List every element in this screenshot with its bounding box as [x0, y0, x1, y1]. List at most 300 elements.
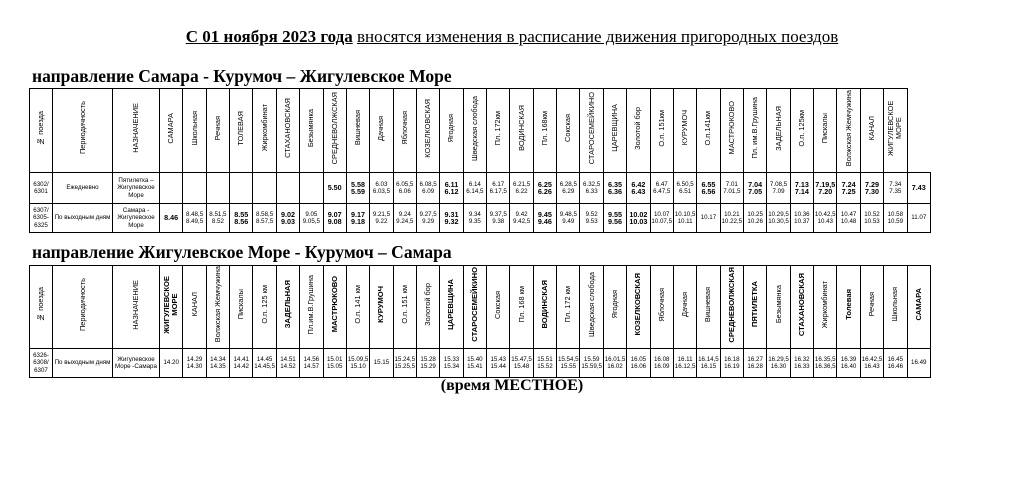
station-name: КОЗЕЛКОВСКАЯ [423, 98, 433, 158]
time-cell [300, 173, 323, 204]
station-header [720, 266, 743, 349]
station-header [814, 266, 837, 349]
time-cell [697, 204, 720, 233]
station-name: Школьная [189, 110, 199, 146]
station-header [300, 89, 323, 173]
time-value: 15.33 15.34 [443, 355, 460, 370]
time-cell [510, 349, 533, 378]
header-label: № поезда [36, 287, 45, 322]
time-cell [790, 204, 813, 233]
station-header [697, 266, 720, 349]
station-name: ЖИГУЛЕВСКОЕ МОРЕ [162, 275, 180, 334]
destination: Пятилетка – Жигулевское Море [113, 173, 160, 204]
time-value: 16.35,5 16.36,5 [814, 355, 836, 370]
time-cell [790, 349, 813, 378]
time-value: 7.29 7.30 [864, 179, 879, 196]
time-cell [767, 173, 790, 204]
station-name: КАНАЛ [189, 292, 199, 317]
station-name: ЦАРЕВЩИНА [446, 279, 456, 330]
time-cell [603, 204, 626, 233]
station-header [533, 266, 556, 349]
time-cell [790, 173, 813, 204]
station-name: Золотой бор [633, 106, 643, 150]
station-name: Сокская [563, 114, 573, 142]
time-value: 14.51 14.52 [280, 355, 296, 370]
time-value: 15.54,5 15.55 [557, 355, 579, 370]
time-cell [533, 349, 556, 378]
time-cell [276, 349, 299, 378]
time-cell [743, 204, 766, 233]
time-value: 9.37,5 9.38 [489, 210, 507, 225]
time-value: 9.05 9.05,5 [302, 210, 320, 225]
time-value: 9.27,5 9.29 [419, 210, 437, 225]
time-cell [183, 349, 206, 378]
time-cell [884, 173, 907, 204]
time-cell [627, 204, 650, 233]
time-cell [346, 173, 369, 204]
station-name: ЦАРЕВЩИНА [610, 104, 619, 152]
time-cell [393, 204, 416, 233]
station-header [557, 266, 580, 349]
station-name: СТАХАНОВСКАЯ [282, 98, 292, 158]
station-name: КУРУМОЧ [680, 110, 690, 146]
time-cell [767, 349, 790, 378]
time-cell [580, 204, 603, 233]
time-value: 14.41 14.42 [233, 355, 249, 370]
time-value: 15.47,5 15.48 [511, 355, 532, 370]
station-header [907, 266, 931, 349]
station-header [884, 266, 907, 349]
time-cell [370, 204, 393, 233]
train-row [30, 204, 931, 233]
station-name: СТАРОСЕМЕЙКИНО [586, 91, 596, 165]
station-name: Пл. им.В.Грушина [750, 97, 760, 159]
time-value: 9.24 9.24,5 [396, 210, 414, 225]
station-header [487, 89, 510, 173]
station-name: ВОДИНСКАЯ [516, 105, 526, 151]
time-value: 6.17 6.17,5 [489, 180, 507, 195]
time-cell [160, 173, 183, 204]
time-cell [463, 173, 486, 204]
time-value: 7.43 [911, 183, 926, 193]
time-cell [487, 173, 510, 204]
station-header [743, 89, 766, 173]
station-header [837, 89, 860, 173]
time-value: 16.05 16.06 [630, 355, 647, 370]
time-cell [276, 204, 299, 233]
station-header [416, 266, 439, 349]
station-header [253, 266, 276, 349]
time-cell [370, 349, 393, 378]
station-header [230, 89, 253, 173]
station-name: Золотой бор [423, 283, 433, 326]
time-value: 10.25 10.26 [747, 210, 763, 225]
time-value: 10.02 10.03 [629, 209, 648, 226]
time-cell [416, 204, 439, 233]
time-cell [253, 173, 276, 204]
time-value: 14.20 [163, 359, 179, 367]
time-cell [300, 349, 323, 378]
station-header [370, 266, 393, 349]
station-name: Шведская слобода [586, 272, 596, 337]
station-name: Безымянка [773, 285, 783, 324]
station-name: Вишневая [353, 110, 363, 146]
station-header [790, 89, 813, 173]
title-rest: вносятся изменения в расписание движения пригородных поездов [357, 27, 839, 46]
station-header [860, 266, 883, 349]
time-value: 6.35 6.36 [608, 179, 622, 196]
time-value: 6.08,5 6.09 [419, 180, 437, 195]
time-value: 14.34 14.35 [210, 355, 226, 370]
header-cell [30, 266, 53, 349]
station-header [673, 266, 696, 349]
time-value: 16.11 16.12,5 [674, 355, 696, 370]
header-cell [30, 89, 53, 173]
station-header [767, 89, 790, 173]
station-header [743, 266, 766, 349]
time-value: 15.51 15.52 [537, 355, 553, 370]
station-header [300, 266, 323, 349]
time-note: (время МЕСТНОЕ) [440, 377, 584, 394]
time-value: 7.34 7.35 [889, 180, 902, 195]
station-header [230, 266, 253, 349]
time-value: 16.32 16.33 [794, 355, 810, 370]
station-name: Яблочная [656, 287, 666, 322]
time-value: 9.48,5 9.49 [559, 210, 577, 225]
periodicity: Ежедневно [53, 173, 113, 204]
time-cell [673, 204, 696, 233]
train-number: 6326- 6308/ 6307 [30, 349, 53, 378]
time-value: 6.05,5 6.06 [396, 180, 414, 195]
time-cell [697, 173, 720, 204]
time-value: 10.29,5 10.30,5 [768, 210, 789, 225]
station-header [206, 89, 229, 173]
time-value: 7.04 7.05 [748, 179, 763, 196]
time-value: 16.18 16.19 [724, 355, 740, 370]
station-name: Шведская слобода [469, 95, 479, 161]
time-value: 15.40 15.41 [467, 355, 483, 370]
station-name: МАСТРЮКОВО [726, 101, 736, 155]
station-name: Яблочная [399, 111, 409, 145]
time-value: 9.31 9.32 [444, 209, 459, 226]
station-header [323, 89, 346, 173]
time-cell [253, 204, 276, 233]
time-value: 10.58 10.59 [887, 210, 904, 225]
station-header [393, 89, 416, 173]
station-header [393, 266, 416, 349]
station-header [557, 89, 580, 173]
time-value: 6.50,5 6.51 [676, 180, 694, 195]
time-value: 8.48,5 8.49,5 [185, 210, 204, 225]
time-cell [650, 204, 673, 233]
time-cell [230, 349, 253, 378]
time-value: 11.07 [911, 214, 927, 222]
station-name: Безымянка [306, 108, 316, 148]
time-cell [160, 349, 183, 378]
time-cell [650, 173, 673, 204]
station-name: Ягодная [446, 113, 456, 143]
time-cell [814, 173, 837, 204]
station-header [276, 89, 299, 173]
time-value: 6.47 6.47,5 [653, 180, 671, 195]
header-cell [53, 89, 113, 173]
station-name: О.п. 125км [796, 109, 806, 147]
station-name: Пл.им.В.Грушина [306, 274, 316, 335]
header-row [30, 266, 931, 349]
station-name: САМАРА [166, 112, 176, 144]
direction-heading-2: направление Жигулевское Море - Курумоч – Самара [32, 242, 452, 262]
station-header [323, 266, 346, 349]
time-cell [580, 349, 603, 378]
time-cell [393, 349, 416, 378]
time-cell [230, 173, 253, 204]
time-cell [907, 349, 931, 378]
time-cell [837, 173, 860, 204]
time-value: 6.32,5 6.33 [583, 180, 601, 195]
time-cell [814, 349, 837, 378]
time-cell [743, 173, 766, 204]
time-value: 14.56 14.57 [303, 355, 320, 370]
time-cell [720, 204, 743, 233]
station-name: ЗАДЕЛЬНАЯ [282, 280, 292, 329]
time-value: 5.58 5.59 [351, 179, 366, 196]
time-value: 9.52 9.53 [585, 210, 598, 225]
time-cell [697, 349, 720, 378]
station-header [533, 89, 556, 173]
destination: Жигулевское Море -Самара [113, 349, 160, 378]
time-cell [183, 204, 206, 233]
time-value: 6.03 6.03,5 [372, 180, 391, 195]
station-header [346, 266, 369, 349]
station-name: Школьная [890, 287, 900, 322]
time-value: 9.55 9.56 [608, 209, 622, 226]
time-cell [346, 349, 369, 378]
time-value: 7.19,5 7.20 [815, 179, 836, 196]
time-value: 10.17 [700, 214, 717, 222]
station-name: Дачная [376, 115, 386, 141]
time-value: 15.28 15.29 [420, 355, 436, 370]
station-name: Жиркомбинат [259, 104, 269, 152]
time-value: 8.58,5 8.57,5 [256, 210, 274, 225]
station-name: Пискалы [236, 289, 246, 320]
time-cell [580, 173, 603, 204]
train-row [30, 349, 931, 378]
time-value: 7.24 7.25 [841, 179, 856, 196]
station-name: ПЯТИЛЕТКА [750, 281, 760, 328]
time-cell [346, 204, 369, 233]
time-cell [416, 173, 439, 204]
station-name: О.п.141км [703, 110, 713, 146]
time-cell [557, 204, 580, 233]
station-name: СРЕДНЕВОЛЖСКАЯ [726, 266, 736, 343]
time-cell [440, 173, 463, 204]
time-cell [323, 204, 346, 233]
schedule-table-forward [29, 88, 931, 233]
station-name: Волжская Жемчужина [212, 266, 222, 343]
station-name: ТОЛЕВАЯ [236, 110, 246, 146]
header-label: НАЗНАЧЕНИЕ [131, 279, 140, 330]
direction-heading-1: направление Самара - Курумоч – Жигулевское Море [32, 66, 452, 86]
time-value: 16.14,5 16.15 [698, 355, 719, 370]
title-bold: С 01 ноября 2023 года [185, 27, 353, 46]
time-cell [860, 204, 883, 233]
station-name: Дачная [680, 292, 690, 317]
time-value: 14.45 14.45,5 [254, 355, 275, 370]
page-title [0, 27, 1024, 47]
header-cell [113, 89, 160, 173]
time-cell [323, 349, 346, 378]
time-cell [767, 204, 790, 233]
time-cell [627, 173, 650, 204]
station-name: О.п. 125 км [259, 285, 269, 324]
time-value: 7.13 7.14 [794, 179, 809, 196]
time-value: 8.55 8.56 [234, 209, 249, 226]
station-name: ЖИГУЛЕВСКОЕ МОРЕ [886, 100, 904, 156]
station-header [463, 89, 486, 173]
time-cell [300, 204, 323, 233]
station-name: ВОДИНСКАЯ [539, 280, 549, 329]
time-value: 16.45 16.46 [887, 355, 904, 370]
station-name: Речная [212, 115, 222, 141]
header-row [30, 89, 931, 173]
station-header [206, 266, 229, 349]
time-cell [230, 204, 253, 233]
station-header [416, 89, 439, 173]
time-value: 6.14 6.14,5 [466, 180, 484, 195]
time-value: 16.01,5 16.02 [604, 355, 626, 370]
station-header [673, 89, 696, 173]
time-cell [837, 349, 860, 378]
station-name: Пл. 172 км [563, 286, 573, 323]
station-header [720, 89, 743, 173]
periodicity: По выходным дням [53, 349, 113, 378]
time-value: 10.10,5 10.11 [674, 210, 696, 225]
time-value: 9.07 9.08 [327, 209, 342, 226]
station-header [510, 89, 533, 173]
time-cell [323, 173, 346, 204]
time-cell [533, 173, 556, 204]
station-name: О.п. 151км [656, 109, 666, 147]
time-cell [557, 349, 580, 378]
time-cell [416, 349, 439, 378]
time-cell [860, 173, 883, 204]
station-header [253, 89, 276, 173]
station-header [183, 266, 206, 349]
time-cell [720, 349, 743, 378]
time-cell [907, 173, 931, 204]
periodicity: По выходным дням [53, 204, 113, 233]
time-cell [884, 204, 907, 233]
header-cell [113, 266, 160, 349]
station-name: СТАХАНОВСКАЯ [796, 272, 806, 337]
station-header [814, 89, 837, 173]
destination: Самара - Жигулевское Море [113, 204, 160, 233]
time-value: 6.25 6.26 [537, 179, 552, 196]
station-name: Вишневая [703, 286, 713, 323]
station-header [603, 266, 626, 349]
time-value: 14.29 14.30 [186, 355, 203, 370]
time-cell [440, 204, 463, 233]
header-label: НАЗНАЧЕНИЕ [131, 103, 140, 153]
time-value: 6.28,5 6.29 [559, 180, 577, 195]
time-cell [206, 173, 229, 204]
station-name: Пл. 172км [493, 110, 503, 146]
time-cell [487, 204, 510, 233]
station-header [487, 266, 510, 349]
time-cell [206, 204, 229, 233]
train-number: 6302/ 6301 [30, 173, 53, 204]
station-header [627, 266, 650, 349]
station-name: Пл. 168 км [516, 286, 526, 323]
time-cell [907, 204, 931, 233]
time-cell [627, 349, 650, 378]
station-header [837, 266, 860, 349]
time-value: 15.24,5 15.25,5 [394, 355, 416, 370]
time-cell [673, 349, 696, 378]
time-value: 7.08,5 7.09 [769, 180, 788, 195]
station-header [510, 266, 533, 349]
time-value: 9.02 9.03 [280, 209, 295, 226]
time-value: 16.29,5 16.30 [768, 355, 789, 370]
time-value: 9.34 9.35 [468, 210, 481, 225]
train-number: 6307/ 6305- 6325 [30, 204, 53, 233]
time-cell [160, 204, 183, 233]
time-cell [650, 349, 673, 378]
header-label: Периодичность [77, 277, 87, 332]
schedule-table-return [29, 265, 931, 378]
station-name: МАСТРЮКОВО [329, 276, 339, 333]
time-cell [837, 204, 860, 233]
station-header [790, 266, 813, 349]
station-name: Толевая [843, 289, 853, 320]
station-header [860, 89, 883, 173]
time-cell [463, 349, 486, 378]
time-value: 8.51,5 8.52 [209, 210, 227, 225]
time-value: 9.17 9.18 [351, 209, 366, 226]
time-value: 15.43 15.44 [490, 355, 506, 370]
time-value: 10.36 10.37 [794, 210, 810, 225]
header-label: Периодичность [77, 101, 87, 155]
station-header [767, 266, 790, 349]
time-value: 10.52 10.53 [864, 210, 880, 225]
station-header [650, 266, 673, 349]
station-name: Ягодная [610, 290, 619, 319]
time-value: 10.42,5 10.43 [814, 210, 836, 225]
station-header [160, 266, 183, 349]
station-header [276, 266, 299, 349]
time-cell [253, 349, 276, 378]
station-header [160, 89, 183, 173]
time-value: 6.11 6.12 [444, 179, 459, 196]
station-header [440, 266, 463, 349]
station-name: Пл. 168км [539, 110, 549, 146]
time-value: 5.50 [327, 183, 342, 193]
time-cell [206, 349, 229, 378]
station-header [697, 89, 720, 173]
time-cell [370, 173, 393, 204]
station-name: Пискалы [820, 112, 830, 144]
time-value: 10.47 10.48 [840, 210, 857, 225]
time-cell [510, 173, 533, 204]
time-value: 10.07 10.07,5 [651, 210, 673, 225]
header-label: № поезда [36, 110, 45, 146]
time-cell [393, 173, 416, 204]
time-cell [510, 204, 533, 233]
time-cell [884, 349, 907, 378]
time-cell [533, 204, 556, 233]
time-cell [720, 173, 743, 204]
time-cell [440, 349, 463, 378]
